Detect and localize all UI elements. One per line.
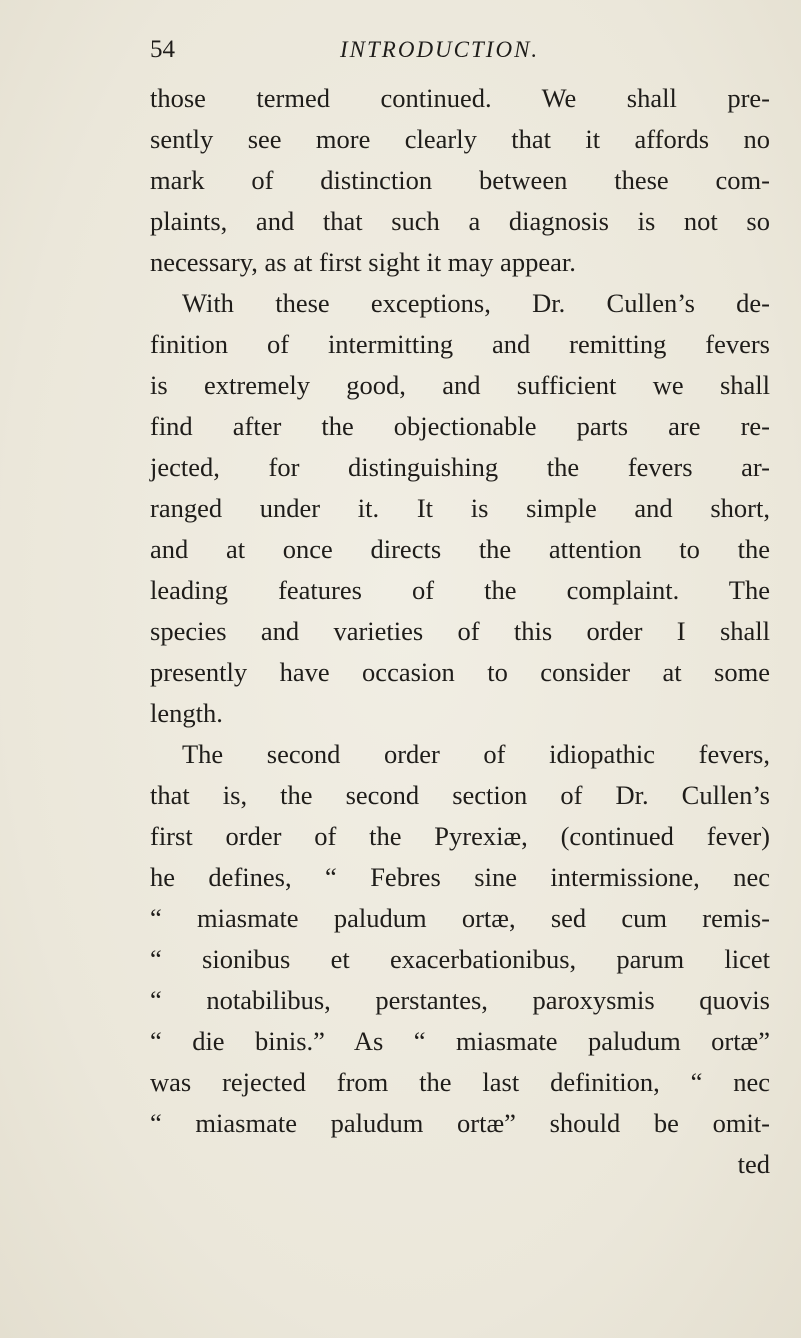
text-line: “ miasmate paludum ortæ, sed cum remis-: [150, 903, 770, 933]
text-line: The second order of idiopathic fevers,: [182, 739, 770, 769]
page-number: 54: [150, 36, 175, 63]
text-line: “ die binis.” As “ miasmate paludum ortæ”: [150, 1026, 770, 1056]
catchword: ted: [737, 1149, 770, 1179]
text-line: length.: [150, 698, 223, 728]
text-line: ranged under it. It is simple and short,: [150, 493, 770, 523]
text-line: and at once directs the attention to the: [150, 534, 770, 564]
page-header: [150, 32, 770, 68]
text-line: species and varieties of this order I shall: [150, 616, 770, 646]
running-head: INTRODUCTION.: [340, 37, 540, 62]
text-line: mark of distinction between these com-: [150, 165, 770, 195]
text-line: that is, the second section of Dr. Cullen’s: [150, 780, 770, 810]
text-line: finition of intermitting and remitting fevers: [150, 329, 770, 359]
text-line: “ notabilibus, perstantes, paroxysmis quovis: [150, 985, 770, 1015]
text-line: “ sionibus et exacerbationibus, parum licet: [150, 944, 770, 974]
text-line: first order of the Pyrexiæ, (continued fever): [150, 821, 770, 851]
text-line: sently see more clearly that it affords no: [150, 124, 770, 154]
text-line: he defines, “ Febres sine intermissione, nec: [150, 862, 770, 892]
text-line: those termed continued. We shall pre-: [150, 83, 770, 113]
text-line: necessary, as at first sight it may appear.: [150, 247, 576, 277]
text-line: “ miasmate paludum ortæ” should be omit-: [150, 1108, 770, 1138]
text-line: find after the objectionable parts are re-: [150, 411, 770, 441]
text-line: jected, for distinguishing the fevers ar-: [150, 452, 770, 482]
text-line: plaints, and that such a diagnosis is not so: [150, 206, 770, 236]
text-line: leading features of the complaint. The: [150, 575, 770, 605]
body-text: [150, 78, 770, 1185]
text-line: was rejected from the last definition, “ nec: [150, 1067, 770, 1097]
text-line: presently have occasion to consider at some: [150, 657, 770, 687]
text-line: With these exceptions, Dr. Cullen’s de-: [182, 288, 770, 318]
text-line: is extremely good, and sufficient we shall: [150, 370, 770, 400]
